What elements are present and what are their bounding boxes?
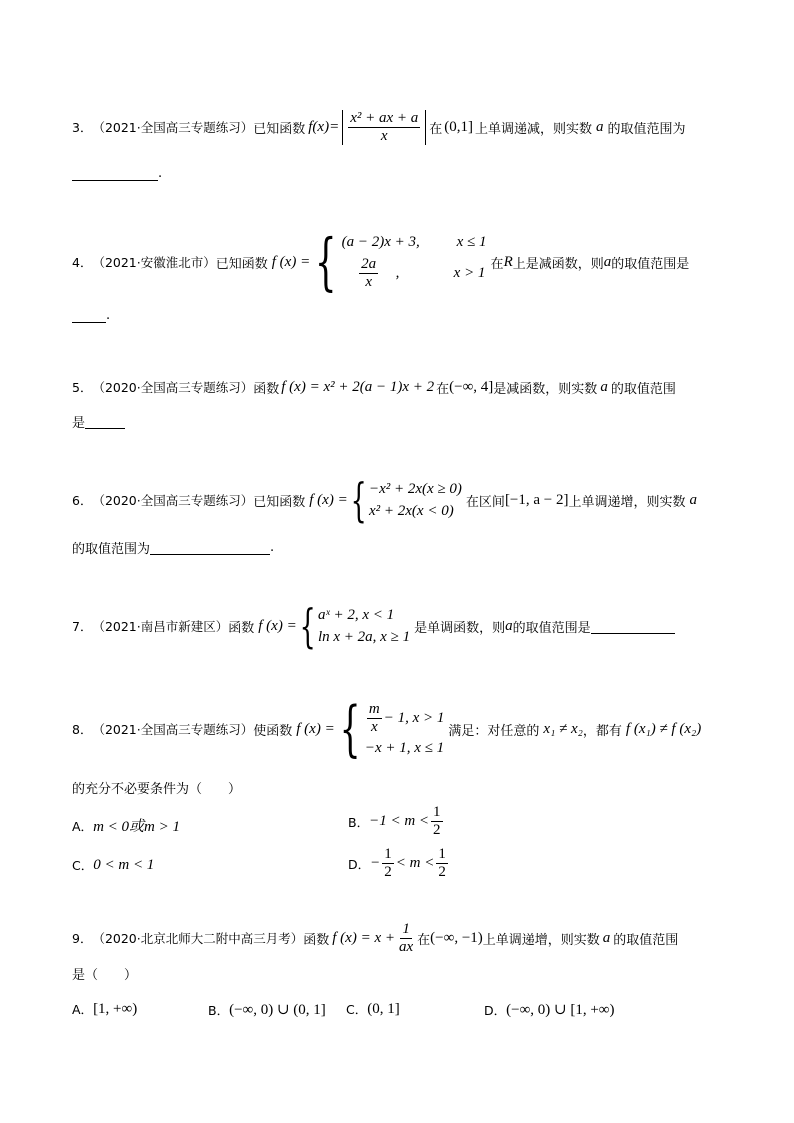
q6-line1	[72, 473, 698, 527]
fraction-num: 1	[433, 804, 441, 820]
q4-number: 4．	[72, 255, 93, 270]
option-text: m < 0或m > 1	[93, 819, 180, 835]
q5-interval: (−∞, 4]	[449, 378, 494, 395]
q9-option-d[interactable]	[484, 1000, 615, 1019]
q6-period: .	[270, 540, 275, 555]
q4-variable: a	[603, 253, 612, 270]
q5-number: 5．	[72, 380, 93, 395]
q7-source: （2021·南昌市新建区）	[92, 619, 229, 634]
q6-text: 已知函数	[253, 494, 306, 510]
q6-case2: x² + 2x(x < 0)	[368, 502, 454, 519]
q5-variable: a	[600, 378, 608, 395]
q8-case2: −x + 1, x ≤ 1	[364, 739, 445, 756]
q7-variable: a	[505, 617, 513, 634]
option-text: [1, +∞)	[93, 1000, 138, 1017]
q8-function: f (x) =	[296, 720, 335, 737]
q4-text: 的取值范围是	[611, 256, 690, 272]
fraction-den: 2	[384, 864, 392, 880]
q8-case1-fraction	[367, 701, 382, 736]
q6-cases	[369, 478, 462, 522]
q4-text: 已知函数	[215, 256, 268, 272]
q7-text: 函数	[228, 620, 255, 636]
option-fraction	[436, 846, 448, 881]
q6-number: 6．	[72, 493, 93, 508]
q8-option-a[interactable]	[72, 815, 180, 836]
q8-option-d[interactable]	[348, 846, 450, 881]
q8-source: （2021·全国高三专题练习）	[92, 722, 254, 737]
q7-case2: ln x + 2a, x ≥ 1	[317, 628, 411, 645]
option-text: (−∞, 0) ∪ [1, +∞)	[506, 1002, 615, 1018]
q7-case1: aˣ + 2, x < 1	[317, 606, 395, 623]
q7-line1	[72, 599, 675, 653]
q3-text: 在	[429, 121, 443, 137]
q5-text: 函数	[253, 381, 280, 397]
q6-text: 的取值范围为	[72, 542, 151, 557]
q8-text: 满足：对任意的	[448, 723, 540, 739]
q6-case1: −x² + 2x(x ≥ 0)	[368, 480, 462, 497]
q6-text: 上单调递增，则实数	[568, 494, 686, 510]
q9-text: 的取值范围	[613, 932, 679, 948]
q3-line2	[72, 166, 162, 181]
q8-case1-den: x	[370, 718, 378, 735]
q3-variable: a	[596, 118, 604, 135]
q6-piecewise	[348, 473, 462, 527]
fraction-den: 2	[433, 822, 441, 838]
q5-expression: f (x) = x² + 2(a − 1)x + 2	[281, 378, 435, 395]
q3-text: 已知函数	[253, 121, 306, 137]
q3-number: 3．	[72, 120, 93, 135]
q8-number: 8．	[72, 722, 93, 737]
q9-function: f (x) = x +	[332, 929, 395, 946]
option-text: (−∞, 0) ∪ (0, 1]	[229, 1002, 326, 1018]
q6-variable: a	[689, 491, 698, 508]
q5-text: 的取值范围	[610, 381, 676, 397]
q3-text: 上单调递减，则实数	[475, 121, 593, 137]
q9-denominator: ax	[398, 938, 414, 955]
left-brace-icon: {	[339, 694, 361, 764]
left-brace-icon: {	[299, 599, 316, 653]
q8-case1-num: m	[368, 700, 380, 717]
q3-denominator: x	[380, 127, 388, 144]
q7-number: 7．	[72, 619, 93, 634]
q4-function: f (x) =	[271, 253, 311, 270]
fraction-den: 2	[438, 864, 446, 880]
q4-source: （2021·安徽淮北市）	[92, 255, 216, 270]
q4-case2-den: x	[365, 273, 372, 290]
q4-text: 上是减函数，则	[512, 256, 604, 272]
q9-interval: (−∞, −1)	[430, 929, 483, 946]
q4-period: .	[106, 308, 111, 323]
q4-set-r: R	[503, 253, 513, 270]
q8-case1-rest: − 1, x > 1	[383, 709, 445, 726]
left-brace-icon: {	[315, 225, 337, 298]
q3-fraction	[348, 110, 420, 145]
q8-line2	[72, 778, 241, 797]
q3-interval: (0,1]	[444, 118, 474, 135]
q3-period: .	[158, 166, 163, 181]
q4-line2	[72, 308, 110, 323]
answer-blank[interactable]	[85, 414, 125, 429]
q5-line2	[72, 412, 125, 431]
q6-text: 在区间	[465, 494, 505, 510]
q6-source: （2020·全国高三专题练习）	[92, 493, 254, 508]
q9-text: 上单调递增，则实数	[482, 932, 600, 948]
q3-function: f(x)=	[308, 118, 340, 135]
q9-number: 9．	[72, 931, 93, 946]
q5-source: （2020·全国高三专题练习）	[92, 380, 254, 395]
q8-condition1: x₁ ≠ x₂	[543, 720, 583, 737]
option-text: 0 < m < 1	[93, 856, 155, 873]
q4-case1-expr: (a − 2)x + 3,	[341, 233, 420, 250]
q5-text: 是减函数，则实数	[493, 381, 598, 397]
fraction-num: 1	[438, 846, 446, 862]
q4-case2-comma: ,	[395, 264, 400, 281]
answer-blank[interactable]	[72, 166, 158, 181]
q8-option-b[interactable]	[348, 804, 445, 839]
q7-cases	[318, 604, 410, 648]
q5-text: 是	[72, 416, 86, 431]
q8-line1	[72, 694, 702, 764]
option-label: D．	[348, 856, 371, 872]
q7-text: 是单调函数，则	[414, 620, 506, 636]
q8-cases	[365, 699, 445, 759]
q9-text: 是（ ）	[72, 968, 138, 983]
q4-line1	[72, 225, 690, 298]
q4-case2-cond: x > 1	[453, 264, 486, 281]
q8-text: 使函数	[253, 723, 293, 739]
q4-text: 在	[490, 256, 504, 272]
q9-text: 函数	[303, 932, 330, 948]
q9-option-c[interactable]	[346, 1000, 400, 1018]
q4-cases	[342, 231, 487, 293]
q5-text: 在	[436, 381, 450, 397]
q9-option-b[interactable]	[208, 1000, 326, 1019]
q4-piecewise	[310, 225, 487, 298]
option-text: < m <	[395, 855, 435, 871]
q8-piecewise	[335, 694, 445, 764]
q5-line1	[72, 376, 676, 398]
option-text: (0, 1]	[367, 1000, 400, 1017]
option-label: C．	[346, 1002, 368, 1017]
q3-abs-value	[342, 110, 426, 145]
q3-numerator: x² + ax + a	[350, 109, 419, 126]
option-label: B．	[208, 1002, 230, 1018]
q3-text: 的取值范围为	[607, 121, 686, 137]
q9-variable: a	[602, 929, 611, 946]
option-label: A．	[72, 1002, 94, 1017]
fraction-num: 1	[384, 846, 392, 862]
option-text: −	[370, 855, 381, 871]
q9-line1	[72, 918, 678, 958]
q6-function: f (x) =	[309, 491, 348, 508]
q9-fraction	[397, 921, 415, 956]
q9-text: 在	[417, 932, 431, 948]
q7-piecewise	[297, 599, 411, 653]
option-text: −1 < m <	[369, 813, 430, 829]
answer-blank[interactable]	[591, 619, 675, 634]
option-label: D．	[484, 1002, 507, 1018]
q9-source: （2020·北京北师大二附中高三月考）	[92, 931, 304, 946]
option-label: A．	[72, 818, 94, 834]
q7-function: f (x) =	[258, 617, 297, 634]
option-fraction	[382, 846, 394, 881]
q7-text: 的取值范围是	[512, 620, 591, 636]
q4-case2-num: 2a	[361, 255, 377, 272]
q3-source: （2021·全国高三专题练习）	[92, 120, 254, 135]
answer-blank[interactable]	[72, 308, 106, 323]
q6-interval: [−1, a − 2]	[504, 491, 569, 508]
option-label: B．	[348, 814, 370, 830]
left-brace-icon: {	[350, 473, 367, 527]
answer-blank[interactable]	[150, 540, 270, 555]
q4-case2-fraction	[344, 256, 394, 291]
option-fraction	[431, 804, 443, 839]
q8-condition2: f (x₁) ≠ f (x₂)	[625, 720, 702, 737]
q9-option-a[interactable]	[72, 1000, 137, 1018]
q6-line2	[72, 538, 274, 557]
q9-line2	[72, 964, 137, 983]
option-label: C．	[72, 858, 94, 873]
q9-numerator: 1	[402, 920, 410, 937]
q8-text: ，都有	[582, 723, 622, 739]
q4-case1-cond: x ≤ 1	[456, 233, 487, 250]
q8-option-c[interactable]	[72, 856, 154, 874]
q8-text: 的充分不必要条件为（ ）	[72, 782, 242, 797]
q3-line1	[72, 110, 686, 144]
